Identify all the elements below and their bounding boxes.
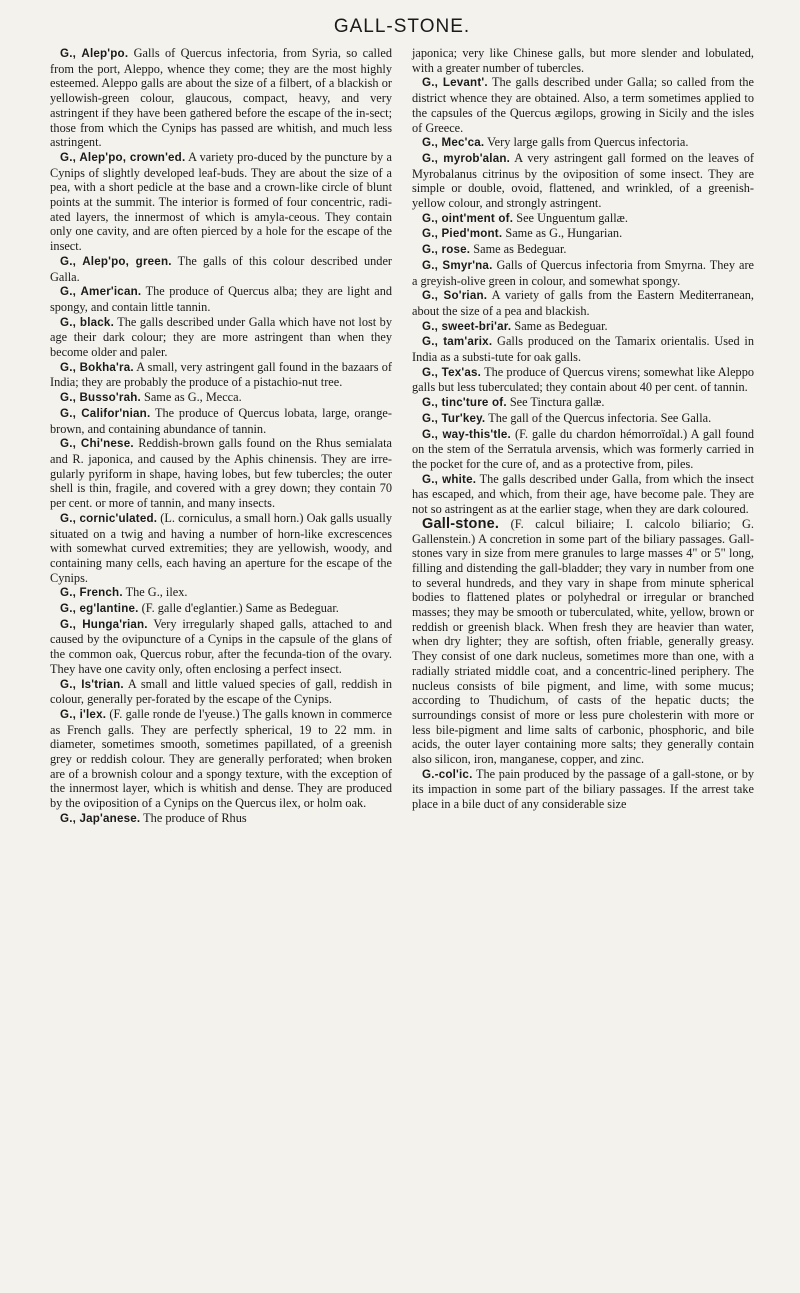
entry-definition: The produce of Quercus alba; they are light and spongy, and contain little tannin. [50,284,392,314]
entry-headword: G., Tur'key. [422,411,486,425]
entry-definition: The galls described under Galla; so called from the district whence they are obtained. Also, a term sometimes applied to the capsules of the Quercus ægilops, growing in Sicily and the isles of Greece. [412,75,754,135]
dictionary-entry [50,406,392,436]
dictionary-entry [50,585,392,601]
entry-headword: G., Pied'mont. [422,227,503,241]
dictionary-entry [412,319,754,335]
entry-definition: (F. galle du chardon hémorroïdal.) A gall found on the stem of the Serratula arvensis, which was formerly carried in the pocket for the cure of, and as a protective from, piles. [412,426,754,471]
entry-headword: G., oint'ment of. [422,211,514,225]
dictionary-entry [50,511,392,586]
entry-headword: G., Mec'ca. [422,136,485,150]
running-head: GALL-STONE. [333,16,471,37]
entry-headword: G., sweet-bri'ar. [422,319,512,333]
dictionary-entry [412,242,754,258]
entry-headword: G., Smyr'na. [422,258,493,272]
entry-definition: A variety pro-duced by the puncture by a Cynips of slightly developed leaf-buds. They are about the size of a pea, with a short pedicle at the base and a crown-like circle of blunt points at the summit. The interior is formed of four concentric, radi-ated layers, the innermost of which is amyla-ceous. They contain only one cavity, and are often pierced by a hole for the escape of the insect. [50,149,392,254]
dictionary-entry [412,365,754,395]
entry-definition: Reddish-brown galls found on the Rhus semialata and R. japonica, and caused by the Aphis chinensis. They are irre-gularly pyriform in shape, having lobes, but few tubercles; the outer shell is thin, fragile, and covered with a grey down; they contain 70 per cent. or more of tannin, and many insects. [50,436,392,511]
entry-headword: G., myrob'alan. [422,151,511,165]
entry-definition: Very irregularly shaped galls, attached to and caused by the ovipuncture of a Cynips in the capsule of the glans of the common oak, Quercus robur, after the fecunda-tion of the ovary. They have one cavity only, often enclosing a perfect insect. [50,616,392,676]
entry-definition: Very large galls from Quercus infectoria. [484,135,689,150]
dictionary-entry [50,150,392,254]
dictionary-entry [412,211,754,227]
entry-definition: The galls of this colour described under Galla. [50,253,392,284]
entry-definition: Same as Bedeguar. [470,242,567,257]
entry-headword: G.-col'ic. [422,767,473,781]
dictionary-entry [50,254,392,284]
entry-headword: G., Jap'anese. [60,811,141,825]
entry-headword: G., Tex'as. [422,365,482,379]
entry-definition: japonica; very like Chinese galls, but more slender and lobulated, with a greater number of tubercles. [412,46,754,75]
entry-headword: G., Levant'. [422,76,488,90]
entry-definition: See Tinctura gallæ. [506,395,605,410]
entry-headword: G., rose. [422,243,471,257]
entry-headword: G., Chi'nese. [60,437,134,451]
dictionary-entry [412,334,754,364]
entry-definition: Galls of Quercus infectoria from Smyrna. They are a greyish-olive green in colour, and somewhat spongy. [412,257,754,288]
entry-definition: The pain produced by the passage of a gall-stone, or by its impaction in some part of the biliary passages. If the arrest take place in a bile duct of any considerable size [412,766,754,812]
dictionary-entry [50,436,392,511]
entry-headword: G., Busso'rah. [60,391,141,405]
dictionary-entry [412,46,754,75]
dictionary-entry [50,601,392,617]
entry-headword: G., i'lex. [60,707,107,721]
dictionary-entry [412,395,754,411]
entry-headword: G., Amer'ican. [60,285,142,299]
entry-headword: G., tinc'ture of. [422,396,507,410]
dictionary-entry [412,472,754,517]
entry-definition: Galls of Quercus infectoria, from Syria, so called from the port, Aleppo, whence they come; they are the most highly esteemed. Aleppo galls are about the size of a filbert, of a blackish or yellowish-green colour, glaucous, compact, heavy, and very astringent if they have been gathered before the escape of the in-sect; those from which the Cynips has passed are whitish, and much less astringent. [50,46,392,150]
entry-headword: G., way-this'tle. [422,427,511,441]
entry-headword: G., Alep'po, crown'ed. [60,150,186,164]
dictionary-entry [412,135,754,151]
dictionary-entry [50,811,392,827]
entry-headword: G., Is'trian. [60,677,124,691]
entry-headword: G., cornic'ulated. [60,511,158,525]
dictionary-entry [50,360,392,390]
dictionary-entry [412,75,754,135]
entry-headword: G., tam'arix. [422,335,493,349]
entry-definition: Same as Bedeguar. [511,318,608,333]
entry-headword: G., eg'lantine. [60,602,139,616]
entry-headword: G., Alep'po, green. [60,254,172,268]
right-column [412,46,754,827]
entry-definition: The produce of Quercus virens; somewhat like Aleppo galls but less tuberculated; they contain about 40 per cent. of tannin. [412,364,754,395]
entry-headword: G., black. [60,315,114,329]
two-column-body [50,46,754,827]
entry-headword: G., French. [60,586,123,600]
dictionary-entry [50,315,392,360]
entry-definition: Galls produced on the Tamarix orientalis. Used in India as a substi-tute for oak galls. [412,334,754,365]
dictionary-entry [412,411,754,427]
entry-definition: The G., ilex. [122,585,188,600]
entry-headword: G., Bokha'ra. [60,360,134,374]
entry-definition: The produce of Rhus [140,810,247,825]
entry-definition: A small and little valued species of gall, reddish in colour, generally per-forated by the escape of the Cynips. [50,676,392,707]
dictionary-entry [412,427,754,472]
entry-definition: (F. galle ronde de l'yeuse.) The galls known in commerce as French galls. They are perfectly spherical, 19 to 22 mm. in diameter, sometimes smooth, sometimes papillated, of a greenish grey or reddish colour. They are generally perforated; when broken are of a brownish colour and a spongy texture, with the exception of the innermost layer, which is whitish and dense. They are produced by the oviposition of a Cynips on the Quercus ilex, or holm oak. [50,706,392,811]
dictionary-entry [50,284,392,314]
dictionary-entry [412,226,754,242]
entry-definition: See Unguentum gallæ. [513,210,628,225]
dictionary-entry [412,258,754,288]
entry-definition: A very astringent gall formed on the leaves of Myrobalanus citrinus by the oviposition of some insect. They are simple or double, ovoid, flattened, and wrinkled, of a greenish-yellow colour, and strongly astringent. [412,150,754,211]
entry-definition: A small, very astringent gall found in the bazaars of India; they are probably the produce of a pistachio-nut tree. [50,359,392,390]
dictionary-entry [50,390,392,406]
entry-definition: The gall of the Quercus infectoria. See Galla. [485,410,712,425]
left-column [50,46,392,827]
dictionary-entry [50,617,392,677]
dictionary-entry [412,151,754,211]
entry-definition: The galls described under Galla which have not lost by age their dark colour; they are more astringent than when they become older and paler. [50,314,392,360]
dictionary-entry [50,707,392,811]
entry-headword: G., Califor'nian. [60,406,151,420]
entry-definition: The galls described under Galla, from which the insect has escaped, and which, from their age, have become pale. They are not so astringent as at the earlier stage, when they are dark coloured. [412,471,754,517]
dictionary-entry [412,288,754,318]
entry-definition: The produce of Quercus lobata, large, orange-brown, and containing abundance of tannin. [50,405,392,436]
entry-definition: (L. corniculus, a small horn.) Oak galls usually situated on a twig and having a number of horn-like excrescences with somewhat curved extremities; they are yellowish, woody, and containing many cells, each having an aperture for the escape of the Cynips. [50,510,392,585]
entry-definition: Same as G., Mecca. [140,390,242,405]
entry-headword: G., white. [422,472,477,486]
entry-definition: (F. calcul biliaire; I. calcolo biliario; G. Gallenstein.) A concretion in some part of the biliary passages. Gall-stones vary in size from mere granules to large masses 4" or 5" long, filling and distending the gall-bladder; they vary in number from one to several hundreds, and they vary in shape from minute spherical bodies to flattened plates or polyhedral or irregular or branched masses; they may be smooth or tuberculated, white, yellow, brown or reddish or greenish black. When fresh they are heavier than water, when dry lighter; they are softish, often friable, generally greasy. They consist of one dark nucleus, sometimes more than one, with a radially striated middle coat, and a concentric-lined periphery. The nucleus consists of bile pigment, and lime, with some mucus; according to Thudichum, of casts of the hepatic ducts; the surroundings consist of more or less pure cholesterin with more or less bile-pigment and lime salts of carbonic, phosphoric, and bile acids, the outer layer containing more salts; they generally contain also silicon, iron, manganese, copper, and zinc. [412,516,754,767]
dictionary-entry [50,677,392,707]
entry-definition: Same as G., Hungarian. [502,226,623,241]
entry-definition: A variety of galls from the Eastern Mediterranean, about the size of a pea and blackish. [412,288,754,318]
entry-headword: G., So'rian. [422,289,488,303]
dictionary-entry [50,46,392,150]
entry-definition: (F. galle d'eglantier.) Same as Bedeguar. [138,601,339,616]
entry-headword: Gall-stone. [422,515,500,532]
entry-headword: G., Hunga'rian. [60,617,148,631]
entry-headword: G., Alep'po. [60,47,129,60]
dictionary-entry [412,767,754,812]
dictionary-entry [412,517,754,767]
